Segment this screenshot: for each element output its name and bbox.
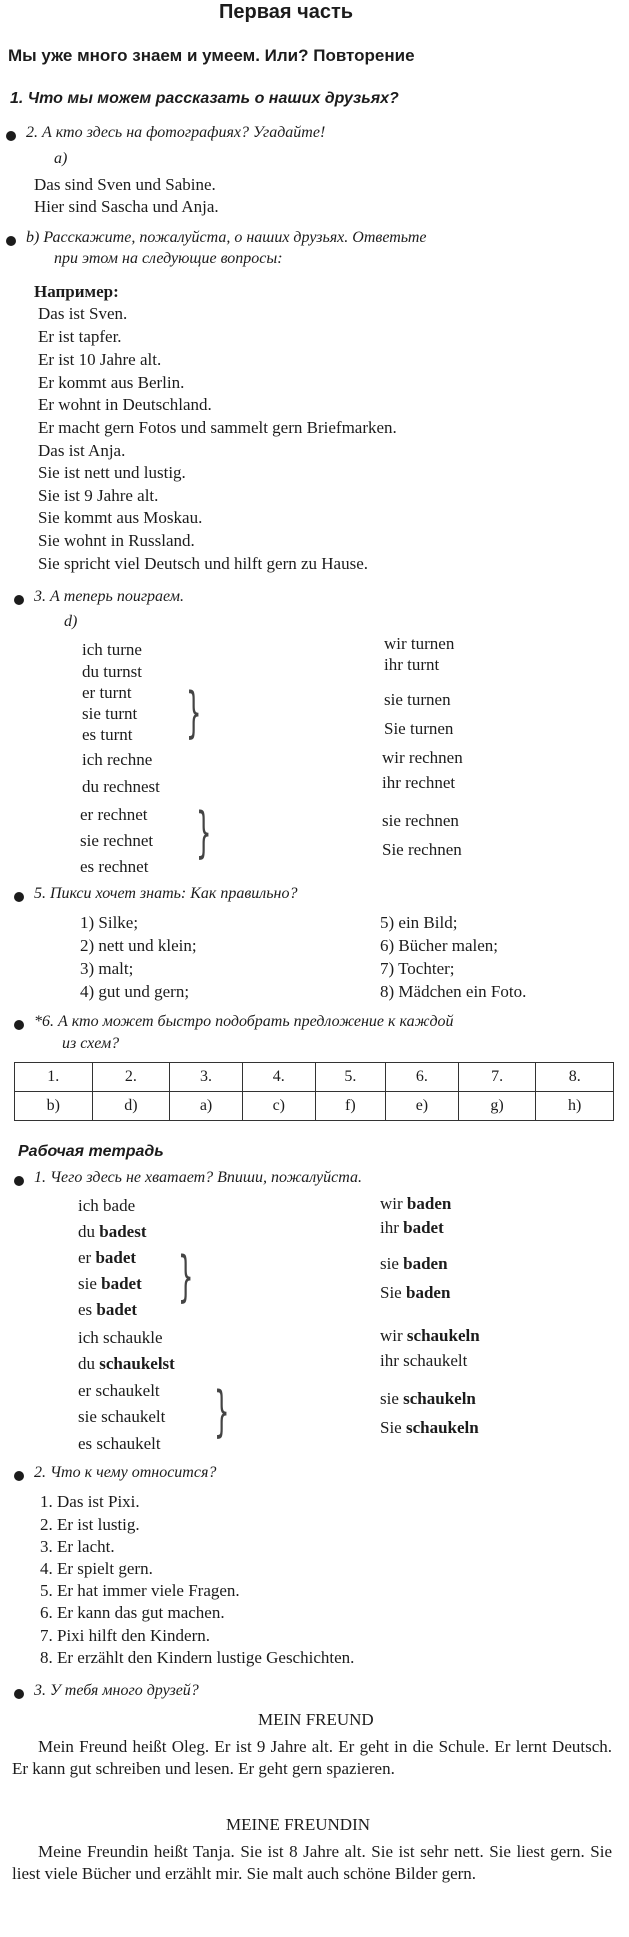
brace-icon: } [196,801,212,864]
workbook-task-1-heading: 1. Чего здесь не хватает? Впиши, пожалуйста. [34,1169,362,1186]
inserted-form: schaukeln [403,1389,476,1408]
conjugation-rechnen-plural: Sie rechnen [382,840,462,859]
list-item: 5. Er hat immer viele Fragen. [40,1581,240,1600]
inserted-form: schaukeln [405,1418,479,1437]
conjugation-baden [78,1300,137,1320]
conjugation-turnen-plural: ihr turnt [384,655,440,674]
bullet-icon [14,1176,24,1186]
verb-form: du [78,1222,100,1241]
conjugation-rechnen: du rechnest [82,777,160,796]
workbook-task-2-heading: 2. Что к чему относится? [34,1464,217,1481]
table-cell: e) [386,1092,459,1121]
bullet-icon [14,595,24,605]
conjugation-baden-plural [380,1283,450,1303]
task-2a-label: а) [54,150,68,167]
verb-form: Sie [380,1418,406,1437]
conjugation-rechnen-plural: wir rechnen [382,748,463,767]
conjugation-turnen: ich turne [82,640,142,659]
task-5-option: 8) Mädchen ein Foto. [380,982,527,1001]
table-cell: c) [242,1092,315,1121]
conjugation-baden [78,1248,136,1268]
answer-table [14,1062,614,1121]
conjugation-baden [78,1196,135,1216]
table-header-cell: 1. [15,1063,93,1092]
verb-form: wir [380,1326,407,1345]
task-2b-heading-cont: при этом на следующие вопросы: [54,250,283,267]
brace-icon: } [186,681,202,744]
inserted-form: badet [101,1274,142,1293]
conjugation-baden-plural [380,1218,444,1238]
conjugation-turnen-plural: Sie turnen [384,719,454,738]
verb-form: er [78,1248,96,1267]
brace-icon: } [178,1245,194,1308]
list-item: 1. Das ist Pixi. [40,1492,140,1511]
inserted-form: schaukelst [99,1354,175,1373]
task-5-option: 6) Bücher malen; [380,936,499,955]
text-paragraph-freundin: Meine Freundin heißt Tanja. Sie ist 8 Jahre alt. Sie ist sehr nett. Sie liest gern. Sie liest viele Bücher und erzählt mir. Sie malt auch schöne Bilder gern. [12,1842,612,1883]
conjugation-baden [78,1222,146,1242]
task-6-heading: *6. А кто может быстро подобрать предложение к каждой [34,1013,454,1030]
task-2b-heading: b) Расскажите, пожалуйста, о наших друзьях. Ответьте [26,229,427,246]
table-header-cell: 4. [242,1063,315,1092]
table-cell: a) [170,1092,243,1121]
table-row [15,1092,614,1121]
task-5-option: 4) gut und gern; [80,982,190,1001]
conjugation-baden-plural [380,1254,448,1274]
verb-form: Sie [380,1283,406,1302]
task-5-option: 7) Tochter; [380,959,455,978]
task-1-heading: 1. Что мы можем рассказать о наших друзьях? [10,90,399,107]
list-item: 2. Er ist lustig. [40,1515,140,1534]
conjugation-schaukeln-plural [380,1418,479,1438]
conjugation-turnen: er turnt [82,683,132,702]
workbook-heading: Рабочая тетрадь [18,1143,164,1160]
conjugation-schaukeln [78,1434,161,1454]
verb-form: ihr schaukelt [380,1351,468,1370]
task-6-heading-cont: из схем? [62,1035,120,1052]
table-header-cell: 3. [170,1063,243,1092]
list-item: 3. Er lacht. [40,1537,115,1556]
conjugation-schaukeln-plural [380,1351,467,1371]
task-2-heading: 2. А кто здесь на фотографиях? Угадайте! [26,124,326,141]
list-item: 7. Pixi hilft den Kindern. [40,1626,210,1645]
verb-form: ich schaukle [78,1328,163,1347]
table-cell: f) [315,1092,385,1121]
bullet-icon [6,236,16,246]
table-cell: g) [458,1092,536,1121]
conjugation-rechnen: ich rechne [82,750,153,769]
verb-form: ihr [380,1218,404,1237]
example-line: Er macht gern Fotos und sammelt gern Briefmarken. [38,418,397,437]
example-line: Er kommt aus Berlin. [38,373,185,392]
verb-form: sie [78,1274,102,1293]
conjugation-baden-plural [380,1194,451,1214]
table-cell: d) [92,1092,170,1121]
inserted-form: baden [405,1283,451,1302]
conjugation-schaukeln [78,1407,165,1427]
inserted-form: badet [95,1248,137,1267]
table-header-row [15,1063,614,1092]
inserted-form: baden [406,1194,452,1213]
conjugation-turnen-plural: wir turnen [384,634,455,653]
bullet-icon [14,1689,24,1699]
table-cell: h) [536,1092,614,1121]
page-title: Первая часть [219,1,354,23]
conjugation-rechnen: er rechnet [80,805,148,824]
verb-form: wir [380,1194,407,1213]
example-line: Er ist tapfer. [38,327,122,346]
verb-form: er schaukelt [78,1381,160,1400]
conjugation-turnen: sie turnt [82,704,138,723]
example-line: Das ist Anja. [38,441,126,460]
text-paragraph-freund: Mein Freund heißt Oleg. Er ist 9 Jahre alt. Er geht in die Schule. Er lernt Deutsch. Er kann gut schreiben und lesen. Er geht gern spazieren. [12,1737,612,1778]
bullet-icon [14,1020,24,1030]
table-cell: b) [15,1092,93,1121]
example-line: Er wohnt in Deutschland. [38,395,212,414]
table-header-cell: 6. [386,1063,459,1092]
conjugation-rechnen-plural: sie rechnen [382,811,459,830]
text-title-freundin: MEINE FREUNDIN [226,1815,371,1834]
example-line: Er ist 10 Jahre alt. [38,350,162,369]
verb-form: sie [380,1389,404,1408]
task-5-option: 1) Silke; [80,913,139,932]
example-line: Das ist Sven. [38,304,128,323]
verb-form: es [78,1300,97,1319]
verb-form: sie schaukelt [78,1407,166,1426]
section-subtitle: Мы уже много знаем и умеем. Или? Повторение [8,46,415,65]
bullet-icon [6,131,16,141]
verb-form: ich bade [78,1196,136,1215]
conjugation-rechnen: es rechnet [80,857,149,876]
list-item: 4. Er spielt gern. [40,1559,153,1578]
task-5-option: 2) nett und klein; [80,936,197,955]
inserted-form: schaukeln [406,1326,480,1345]
list-item: 8. Er erzählt den Kindern lustige Geschichten. [40,1648,355,1667]
example-line: Sie kommt aus Moskau. [38,508,203,527]
table-header-cell: 8. [536,1063,614,1092]
conjugation-schaukeln-plural [380,1389,476,1409]
task-2a-line: Das sind Sven und Sabine. [34,175,216,194]
verb-form: du [78,1354,100,1373]
brace-icon: } [214,1380,230,1443]
conjugation-schaukeln [78,1381,160,1401]
task-5-option: 3) malt; [80,959,134,978]
table-header-cell: 5. [315,1063,385,1092]
bullet-icon [14,892,24,902]
conjugation-turnen: es turnt [82,725,133,744]
inserted-form: baden [403,1254,448,1273]
conjugation-baden [78,1274,142,1294]
list-item: 6. Er kann das gut machen. [40,1603,225,1622]
table-header-cell: 2. [92,1063,170,1092]
example-line: Sie ist 9 Jahre alt. [38,486,159,505]
bullet-icon [14,1471,24,1481]
verb-form: es schaukelt [78,1434,161,1453]
conjugation-schaukeln-plural [380,1326,480,1346]
inserted-form: badet [403,1218,444,1237]
task-2a-line: Hier sind Sascha und Anja. [34,197,219,216]
task-5-option: 5) ein Bild; [380,913,458,932]
table-header-cell: 7. [458,1063,536,1092]
task-5-heading: 5. Пикси хочет знать: Как правильно? [34,885,298,902]
example-line: Sie spricht viel Deutsch und hilft gern zu Hause. [38,554,369,573]
example-line: Sie ist nett und lustig. [38,463,186,482]
verb-form: sie [380,1254,404,1273]
conjugation-rechnen-plural: ihr rechnet [382,773,456,792]
conjugation-schaukeln [78,1354,175,1374]
inserted-form: badest [99,1222,147,1241]
task-3-heading: 3. А теперь поиграем. [34,588,184,605]
conjugation-turnen: du turnst [82,662,142,681]
example-label: Например: [34,282,119,301]
task-3d-label: d) [64,613,78,630]
conjugation-rechnen: sie rechnet [80,831,154,850]
conjugation-turnen-plural: sie turnen [384,690,451,709]
text-title-freund: MEIN FREUND [258,1710,374,1729]
example-line: Sie wohnt in Russland. [38,531,195,550]
inserted-form: badet [96,1300,138,1319]
workbook-task-3-heading: 3. У тебя много друзей? [34,1682,199,1699]
conjugation-schaukeln [78,1328,163,1348]
